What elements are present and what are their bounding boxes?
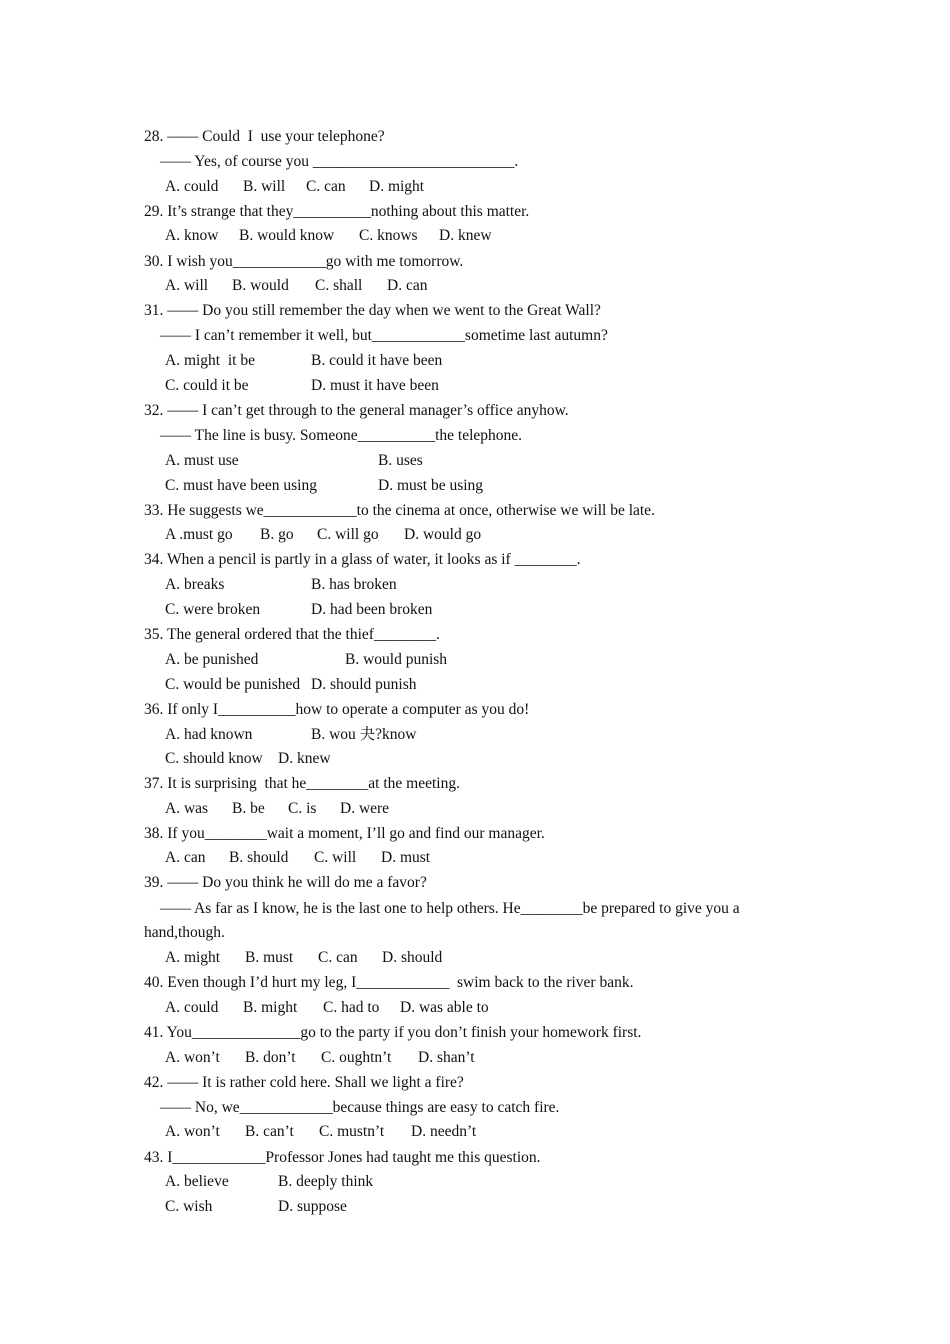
question-39-option-d: D. should — [382, 949, 443, 966]
question-39-response: —— As far as I know, he is the last one to help others. He________be prepared to give you a — [160, 900, 740, 917]
question-35-option-a: A. be punished — [165, 651, 259, 668]
question-28-option-a: A. could — [165, 178, 219, 195]
question-29-option-d: D. knew — [439, 227, 492, 244]
question-41-option-c: C. oughtn’t — [321, 1049, 392, 1066]
question-36-option-b: B. wou 夬?know — [311, 726, 417, 743]
question-42-option-d: D. needn’t — [411, 1123, 477, 1140]
question-41-option-a: A. won’t — [165, 1049, 220, 1066]
question-30-option-c: C. shall — [315, 277, 363, 294]
question-32-option-a: A. must use — [165, 452, 239, 469]
question-31-response: —— I can’t remember it well, but____________sometime last autumn? — [160, 327, 608, 344]
question-29-option-b: B. would know — [239, 227, 335, 244]
question-33-option-b: B. go — [260, 526, 294, 543]
question-28-option-d: D. might — [369, 178, 425, 195]
question-35-option-b: B. would punish — [345, 651, 448, 668]
question-34-option-a: A. breaks — [165, 576, 225, 593]
question-37-option-d: D. were — [340, 800, 390, 817]
question-35-option-d: D. should punish — [311, 676, 417, 693]
question-37-option-b: B. be — [232, 800, 265, 817]
question-29-option-a: A. know — [165, 227, 219, 244]
question-41-option-b: B. don’t — [245, 1049, 296, 1066]
question-28-option-c: C. can — [306, 178, 346, 195]
question-41-stem: 41. You______________go to the party if you don’t finish your homework first. — [144, 1024, 642, 1041]
question-33-stem: 33. He suggests we____________to the cinema at once, otherwise we will be late. — [144, 502, 655, 519]
question-31-option-b: B. could it have been — [311, 352, 443, 369]
question-32-option-c: C. must have been using — [165, 477, 317, 494]
question-41-option-d: D. shan’t — [418, 1049, 475, 1066]
question-43-option-d: D. suppose — [278, 1198, 347, 1215]
question-30-option-a: A. will — [165, 277, 209, 294]
question-38-option-b: B. should — [229, 849, 289, 866]
question-31-option-d: D. must it have been — [311, 377, 439, 394]
question-40-option-c: C. had to — [323, 999, 380, 1016]
question-34-stem: 34. When a pencil is partly in a glass of water, it looks as if ________. — [144, 551, 581, 568]
question-40-option-b: B. might — [243, 999, 298, 1016]
question-43-stem: 43. I____________Professor Jones had taught me this question. — [144, 1149, 541, 1166]
question-36-option-c: C. should know — [165, 750, 263, 767]
question-40-option-d: D. was able to — [400, 999, 489, 1016]
question-28-stem: 28. —— Could I use your telephone? — [144, 128, 385, 145]
question-32-stem: 32. —— I can’t get through to the general manager’s office anyhow. — [144, 402, 569, 419]
question-42-option-c: C. mustn’t — [319, 1123, 385, 1140]
question-33-option-a: A .must go — [165, 526, 233, 543]
question-43-option-b: B. deeply think — [278, 1173, 374, 1190]
question-42-option-a: A. won’t — [165, 1123, 220, 1140]
question-36-option-d: D. knew — [278, 750, 331, 767]
question-33-option-d: D. would go — [404, 526, 482, 543]
question-35-stem: 35. The general ordered that the thief________. — [144, 626, 440, 643]
question-38-option-a: A. can — [165, 849, 206, 866]
question-39-option-a: A. might — [165, 949, 221, 966]
question-30-option-d: D. can — [387, 277, 428, 294]
question-31-option-a: A. might it be — [165, 352, 255, 369]
question-32-response: —— The line is busy. Someone__________the telephone. — [160, 427, 523, 444]
question-31-option-c: C. could it be — [165, 377, 249, 394]
question-43-option-c: C. wish — [165, 1198, 213, 1215]
question-37-option-c: C. is — [288, 800, 317, 817]
question-39-option-b: B. must — [245, 949, 294, 966]
question-38-option-d: D. must — [381, 849, 431, 866]
question-30-stem: 30. I wish you____________go with me tomorrow. — [144, 253, 464, 270]
question-32-option-b: B. uses — [378, 452, 423, 469]
question-36-stem: 36. If only I__________how to operate a computer as you do! — [144, 701, 530, 718]
question-42-response: —— No, we____________because things are easy to catch fire. — [160, 1099, 560, 1116]
question-42-stem: 42. —— It is rather cold here. Shall we light a fire? — [144, 1074, 464, 1091]
question-40-option-a: A. could — [165, 999, 219, 1016]
question-29-option-c: C. knows — [359, 227, 418, 244]
question-39-option-c: C. can — [318, 949, 358, 966]
question-37-option-a: A. was — [165, 800, 209, 817]
question-39-response-continued: hand,though. — [144, 924, 225, 941]
question-35-option-c: C. would be punished — [165, 676, 301, 693]
question-33-option-c: C. will go — [317, 526, 379, 543]
question-28-option-b: B. will — [243, 178, 286, 195]
question-37-stem: 37. It is surprising that he________at the meeting. — [144, 775, 460, 792]
question-43-option-a: A. believe — [165, 1173, 229, 1190]
question-30-option-b: B. would — [232, 277, 289, 294]
question-38-stem: 38. If you________wait a moment, I’ll go and find our manager. — [144, 825, 545, 842]
question-42-option-b: B. can’t — [245, 1123, 294, 1140]
question-38-option-c: C. will — [314, 849, 357, 866]
question-34-option-d: D. had been broken — [311, 601, 433, 618]
question-39-stem: 39. —— Do you think he will do me a favor? — [144, 874, 427, 891]
question-40-stem: 40. Even though I’d hurt my leg, I____________ swim back to the river bank. — [144, 974, 634, 991]
question-29-stem: 29. It’s strange that they__________nothing about this matter. — [144, 203, 530, 220]
question-36-option-a: A. had known — [165, 726, 253, 743]
question-28-response: —— Yes, of course you __________________________. — [160, 153, 519, 170]
question-32-option-d: D. must be using — [378, 477, 484, 494]
question-34-option-b: B. has broken — [311, 576, 397, 593]
question-31-stem: 31. —— Do you still remember the day when we went to the Great Wall? — [144, 302, 601, 319]
question-34-option-c: C. were broken — [165, 601, 261, 618]
